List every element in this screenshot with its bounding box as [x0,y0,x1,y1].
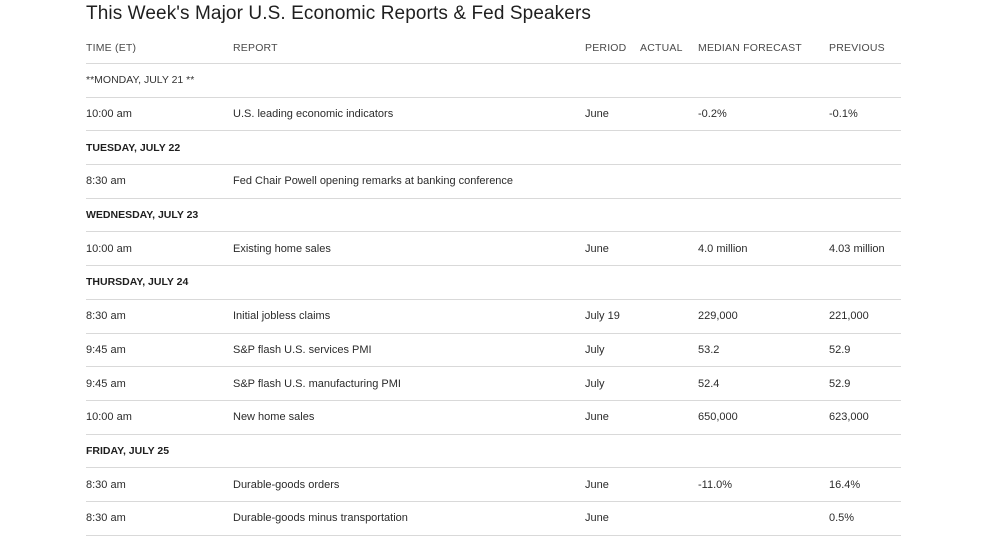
report-cell: Durable-goods orders [233,478,340,491]
time-cell: 8:30 am [86,310,126,323]
day-header-row [86,131,901,165]
period-cell: July [585,343,605,356]
day-label: TUESDAY, JULY 22 [86,141,181,154]
day-label: **MONDAY, JULY 21 ** [86,74,195,87]
time-cell: 9:45 am [86,377,126,390]
period-cell: June [585,411,609,424]
table-row [86,502,901,536]
day-header-row [86,266,901,300]
period-cell: July [585,377,605,390]
day-label: THURSDAY, JULY 24 [86,276,189,289]
table-row [86,98,901,132]
table-row [86,401,901,435]
time-cell: 9:45 am [86,343,126,356]
report-cell: S&P flash U.S. manufacturing PMI [233,377,401,390]
median-forecast-cell: 650,000 [698,411,738,424]
time-cell: 8:30 am [86,175,126,188]
table-header-row [86,33,901,64]
report-cell: U.S. leading economic indicators [233,108,394,121]
table-row [86,232,901,266]
column-header-previous: PREVIOUS [829,42,885,54]
report-cell: Fed Chair Powell opening remarks at banking conference [233,175,514,188]
period-cell: June [585,512,609,525]
column-header-actual: ACTUAL [640,42,683,54]
previous-cell: 52.9 [829,377,851,390]
day-header-row [86,64,901,98]
column-header-period: PERIOD [585,42,627,54]
report-cell: Existing home sales [233,242,331,255]
previous-cell: -0.1% [829,108,858,121]
table-row [86,334,901,368]
period-cell: June [585,108,609,121]
median-forecast-cell: 52.4 [698,377,720,390]
time-cell: 10:00 am [86,411,132,424]
page-title: This Week's Major U.S. Economic Reports & Fed Speakers [86,3,591,24]
previous-cell: 0.5% [829,512,855,525]
time-cell: 10:00 am [86,242,132,255]
economic-calendar-table [86,33,901,536]
day-header-row [86,199,901,233]
day-label: FRIDAY, JULY 25 [86,444,170,457]
period-cell: June [585,478,609,491]
period-cell: July 19 [585,310,620,323]
time-cell: 8:30 am [86,512,126,525]
median-forecast-cell: -11.0% [698,478,733,491]
table-row [86,468,901,502]
column-header-time: TIME (ET) [86,42,137,54]
column-header-report: REPORT [233,42,278,54]
column-header-median-forecast: MEDIAN FORECAST [698,42,802,54]
report-cell: Durable-goods minus transportation [233,512,408,525]
previous-cell: 221,000 [829,310,869,323]
previous-cell: 4.03 million [829,242,885,255]
report-cell: Initial jobless claims [233,310,331,323]
time-cell: 8:30 am [86,478,126,491]
median-forecast-cell: -0.2% [698,108,727,121]
day-label: WEDNESDAY, JULY 23 [86,209,199,222]
table-row [86,300,901,334]
report-cell: New home sales [233,411,315,424]
previous-cell: 623,000 [829,411,869,424]
median-forecast-cell: 229,000 [698,310,738,323]
median-forecast-cell: 53.2 [698,343,720,356]
table-row [86,367,901,401]
previous-cell: 16.4% [829,478,861,491]
previous-cell: 52.9 [829,343,851,356]
day-header-row [86,435,901,469]
report-cell: S&P flash U.S. services PMI [233,343,372,356]
median-forecast-cell: 4.0 million [698,242,748,255]
period-cell: June [585,242,609,255]
table-row [86,165,901,199]
time-cell: 10:00 am [86,108,132,121]
